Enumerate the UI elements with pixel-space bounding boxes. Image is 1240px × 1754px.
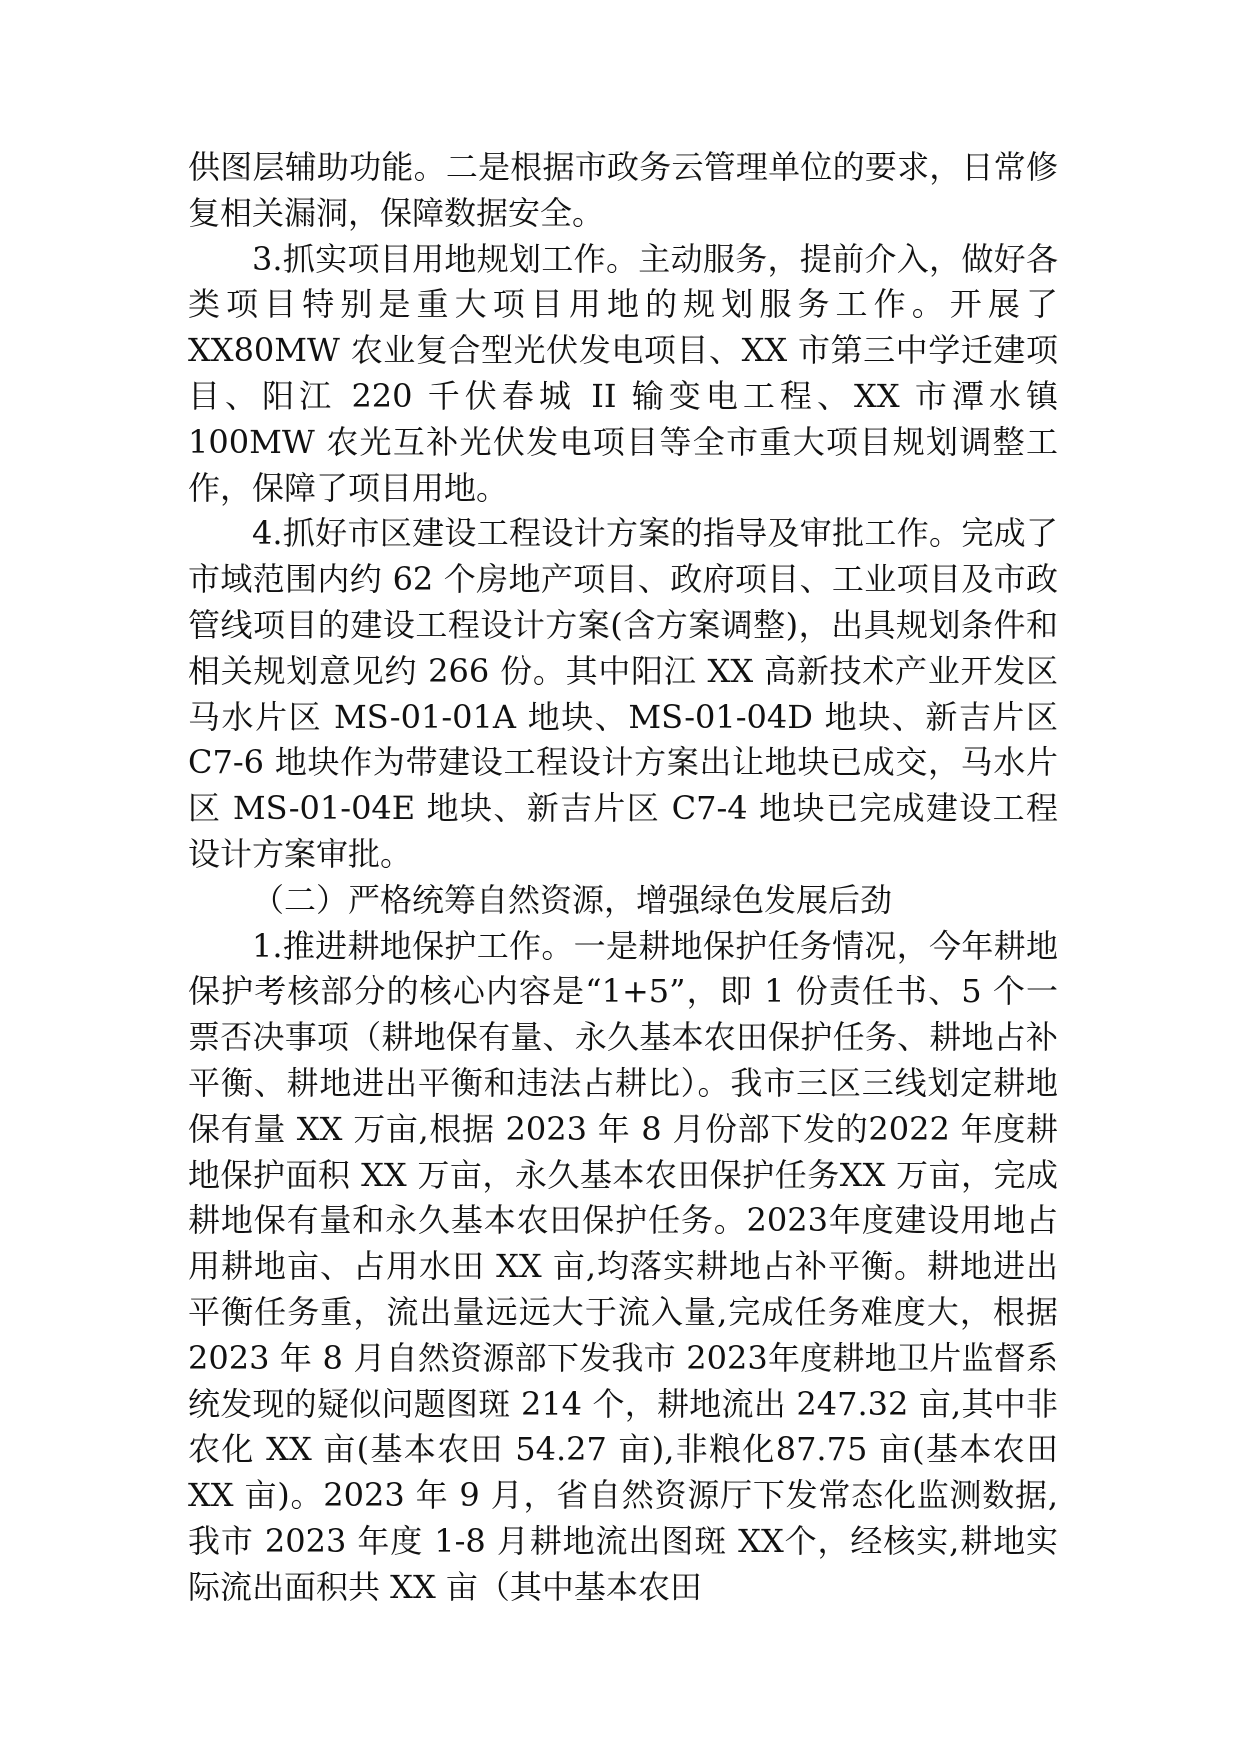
- paragraph-farmland-protection: 1.推进耕地保护工作。一是耕地保护任务情况，今年耕地保护考核部分的核心内容是“1+5”，即 1 份责任书、5 个一票否决事项（耕地保有量、永久基本农田保护任务、耕地占补平衡、耕地进出平衡和违法占耕比）。我市三区三线划定耕地保有量 XX 万亩,根据 2023 年 8 月份部下发的2022 年度耕地保护面积 XX 万亩，永久基本农田保护任务XX 万亩，完成耕地保有量和永久基本农田保护任务。2023年度建设用地占用耕地亩、占用水田 XX 亩,均落实耕地占补平衡。耕地进出平衡任务重，流出量远远大于流入量,完成任务难度大，根据 2023 年 8 月自然资源部下发我市 2023年度耕地卫片监督系统发现的疑似问题图斑 214 个，耕地流出 247.32 亩,其中非农化 XX 亩(基本农田 54.27 亩),非粮化87.75 亩(基本农田 XX 亩)。2023 年 9 月，省自然资源厅下发常态化监测数据,我市 2023 年度 1-8 月耕地流出图斑 XX个，经核实,耕地实际流出面积共 XX 亩（其中基本农田: [188, 926, 1058, 1606]
- paragraph-continuation: 供图层辅助功能。二是根据市政务云管理单位的要求，日常修复相关漏洞，保障数据安全。: [188, 148, 1058, 232]
- document-body: [188, 145, 1058, 1611]
- section-heading: （二）严格统筹自然资源，增强绿色发展后劲: [252, 880, 893, 919]
- paragraph-project-land-planning: 3.抓实项目用地规划工作。主动服务，提前介入，做好各类项目特别是重大项目用地的规划服务工作。开展了XX80MW 农业复合型光伏发电项目、XX 市第三中学迁建项目、阳江 220 千伏春城 II 输变电工程、XX 市潭水镇100MW 农光互补光伏发电项目等全市重大项目规划调整工作，保障了项目用地。: [188, 239, 1058, 507]
- paragraph-design-approval: 4.抓好市区建设工程设计方案的指导及审批工作。完成了市域范围内约 62 个房地产项目、政府项目、工业项目及市政管线项目的建设工程设计方案(含方案调整)，出具规划条件和相关规划意见约 266 份。其中阳江 XX 高新技术产业开发区马水片区 MS-01-01A 地块、MS-01-04D 地块、新吉片区 C7-6 地块作为带建设工程设计方案出让地块已成交，马水片区 MS-01-04E 地块、新吉片区 C7-4 地块已完成建设工程设计方案审批。: [188, 514, 1058, 873]
